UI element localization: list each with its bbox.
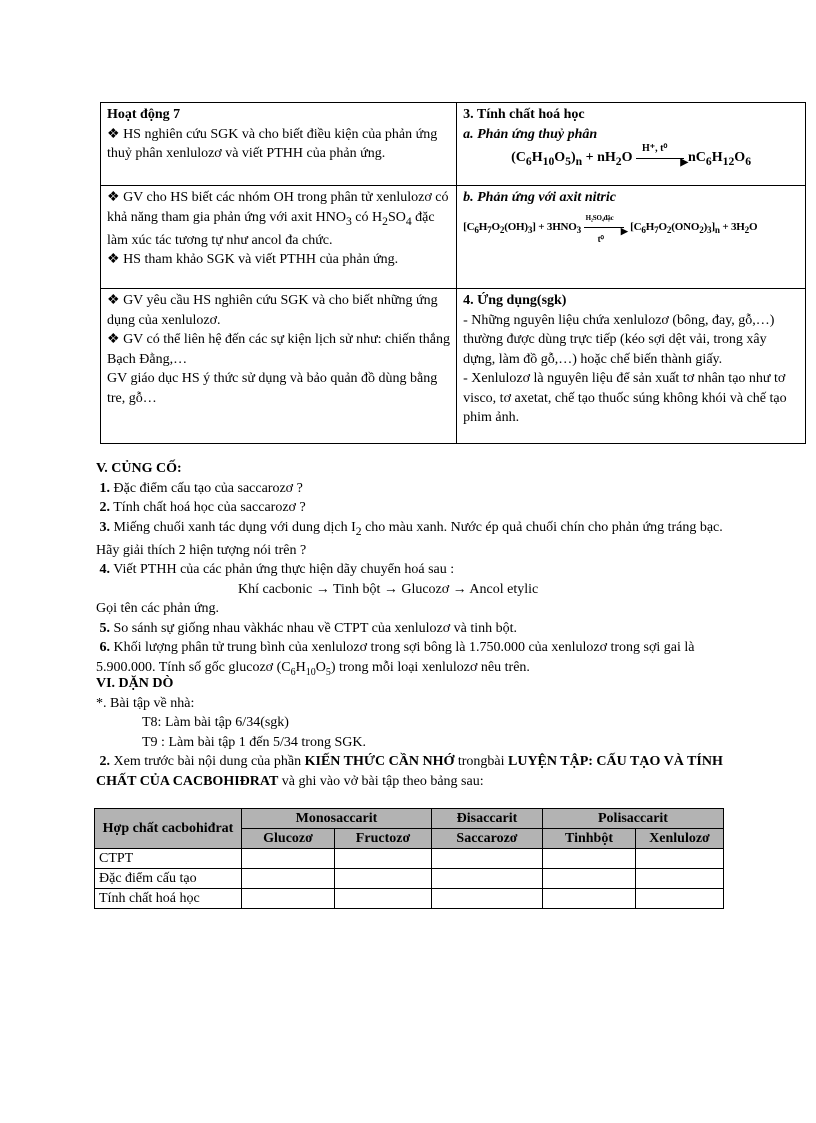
question: 4. Viết PTHH của các phản ứng thực hiện dãy chuyển hoá sau :: [99, 562, 455, 578]
activity-table: [100, 102, 806, 444]
header-glucose: Glucozơ: [242, 829, 335, 849]
header-di: Đisaccarit: [432, 809, 543, 829]
question: 2. Tính chất hoá học của saccarozơ ?: [99, 500, 306, 515]
nitration-equation: $[C_6H_7O_2(OH)_3] + 3HNO_3$ H₂SO₄đặc ▶ t⁰ $[C_6H_7O_2(ONO_2)_3]_n + 3H_2O$: [463, 213, 758, 244]
section-title: V. CỦNG CỐ:: [96, 461, 182, 476]
review-section: V. CỦNG CỐ: 1. Đặc điểm cấu tạo của saccarozơ ? 2. Tính chất hoá học của saccarozơ ? 3. Miếng chuối xanh tác dụng với dung dịch $I_2$ cho màu xanh. Nước ép quả chuối chín cho phản ứng tráng bạc. Hãy giải thích 2 hiện tượng nói trên ? 4. Viết PTHH của các phản ứng thực hiện dãy chuyển hoá sau : Khí cacbonic → Tinh bột → Glucozơ → Ancol etylic Gọi tên các phản ứng. 5. So sánh sự giống nhau vàkhác nhau về CTPT của xenlulozơ và tinh bột. 6. Khối lượng phân tử trung bình của xenlulozơ trong sợi bông là 1.750.000 của xenlulozơ trong sợi gai là 5.900.000. Tính số gốc glucozơ $(C_6H_{10}O_5)$ trong mỗi loại xenlulozơ nêu trên.: [96, 459, 736, 682]
question: 6. Khối lượng phân tử trung bình của xenlulozơ trong sợi bông là 1.750.000 của xenlulozơ trong sợi gai là 5.900.000. Tính số gốc glucozơ $(C_6H_{10}O_5)$ trong mỗi loại xenlulozơ nêu trên.: [96, 640, 695, 678]
reaction-arrow: H₂SO₄đặc ▶ t⁰: [585, 213, 628, 244]
section-heading: 3. Tính chất hoá học: [463, 107, 585, 122]
section-heading: 4. Ứng dụng(sgk): [463, 293, 567, 308]
question: 3. Miếng chuối xanh tác dụng với dung dịch $I_2$ cho màu xanh. Nước ép quả chuối chín cho phản ứng tráng bạc. Hãy giải thích 2 hiện tượng nói trên ?: [96, 519, 723, 558]
diamond-bullet-icon: ❖: [107, 293, 120, 308]
header-mono: Monosaccarit: [242, 809, 432, 829]
header-compound: Hợp chất cacbohiđrat: [95, 809, 242, 849]
question: 1. Đặc điểm cấu tạo của saccarozơ ?: [99, 480, 303, 496]
header-saccharose: Saccarozơ: [432, 829, 543, 849]
right-cell: 4. Ứng dụng(sgk) - Những nguyên liệu chứa xenlulozơ (bông, đay, gỗ,…) thường được dùng trực tiếp (kéo sợi dệt vải, trong xây dựng, làm đồ gỗ,…) hoặc chế biến thành giấy. - Xenlulozơ là nguyên liệu để sản xuất tơ nhân tạo như tơ visco, tơ axetat, chế tạo thuốc súng không khói và chế tạo phim ảnh.: [457, 289, 806, 444]
instruction: 2. Xem trước bài nội dung của phần KIẾN THỨC CẦN NHỚ trongbài LUYỆN TẬP: CẤU TẠO VÀ TÍNH CHẤT CỦA CACBOHIĐRAT và ghi vào vở bài tập theo bảng sau:: [96, 754, 723, 789]
diamond-bullet-icon: ❖: [107, 126, 120, 142]
homework-section: VI. DẶN DÒ *. Bài tập về nhà: T8: Làm bài tập 6/34(sgk) T9 : Làm bài tập 1 đến 5/34 trong SGK. 2. Xem trước bài nội dung của phần KIẾN THỨC CẦN NHỚ trongbài LUYỆN TẬP: CẤU TẠO VÀ TÍNH CHẤT CỦA CACBOHIĐRAT và ghi vào vở bài tập theo bảng sau:: [96, 674, 736, 791]
reaction-chain: Khí cacbonic → Tinh bột → Glucozơ → Ancol etylic: [238, 581, 539, 597]
header-starch: Tinhbột: [543, 829, 636, 849]
header-poly: Polisaccarit: [543, 809, 724, 829]
right-cell: [457, 103, 806, 186]
sub-heading: a. Phản ứng thuỷ phân: [463, 126, 598, 142]
left-cell: Hoạt động 7 ❖ HS nghiên cứu SGK và cho biết điều kiện của phản ứng thuỷ phân xenlulozơ và viết PTHH của phản ứng.: [101, 103, 457, 186]
question: 5. So sánh sự giống nhau vàkhác nhau về CTPT của xenlulozơ và tinh bột.: [99, 620, 518, 636]
activity-title: Hoạt động 7: [107, 107, 181, 122]
hydrolysis-equation: $(C_6H_{10}O_5)_n + nH_2O$ H⁺, t⁰ ▶ $nC_6H_{12}O_6$: [511, 142, 752, 168]
diamond-bullet-icon: ❖: [107, 332, 120, 347]
table-row: [101, 289, 806, 444]
header-cellulose: Xenlulozơ: [636, 829, 724, 849]
reaction-arrow: H⁺, t⁰ ▶: [636, 151, 688, 165]
table-row: Tính chất hoá học: [95, 889, 724, 909]
table-row: [101, 103, 806, 186]
table-row: [101, 186, 806, 289]
left-cell: ❖ GV cho HS biết các nhóm OH trong phân tử xenlulozơ có khả năng tham gia phản ứng với axit $HNO_3$ có $H_2SO_4$ đặc làm xúc tác tương tự như ancol đa chức. ❖ HS tham khảo SGK và viết PTHH của phản ứng.: [101, 186, 457, 289]
sub-heading: b. Phản ứng với axit nitric: [463, 190, 616, 205]
header-fructose: Fructozơ: [335, 829, 432, 849]
summary-table: [94, 808, 724, 909]
diamond-bullet-icon: ❖: [107, 252, 120, 268]
right-cell: [457, 186, 806, 289]
diamond-bullet-icon: ❖: [107, 190, 120, 205]
left-cell: ❖ GV yêu cầu HS nghiên cứu SGK và cho biết những ứng dụng của xenlulozơ. ❖ GV có thể liên hệ đến các sự kiện lịch sử như: chiến thắng Bạch Đằng,… GV giáo dục HS ý thức sử dụng và bảo quản đồ dùng bằng tre, gỗ…: [101, 289, 457, 444]
table-row: Đặc điểm cấu tạo: [95, 869, 724, 889]
table-row: CTPT: [95, 849, 724, 869]
section-title: VI. DẶN DÒ: [96, 676, 174, 691]
